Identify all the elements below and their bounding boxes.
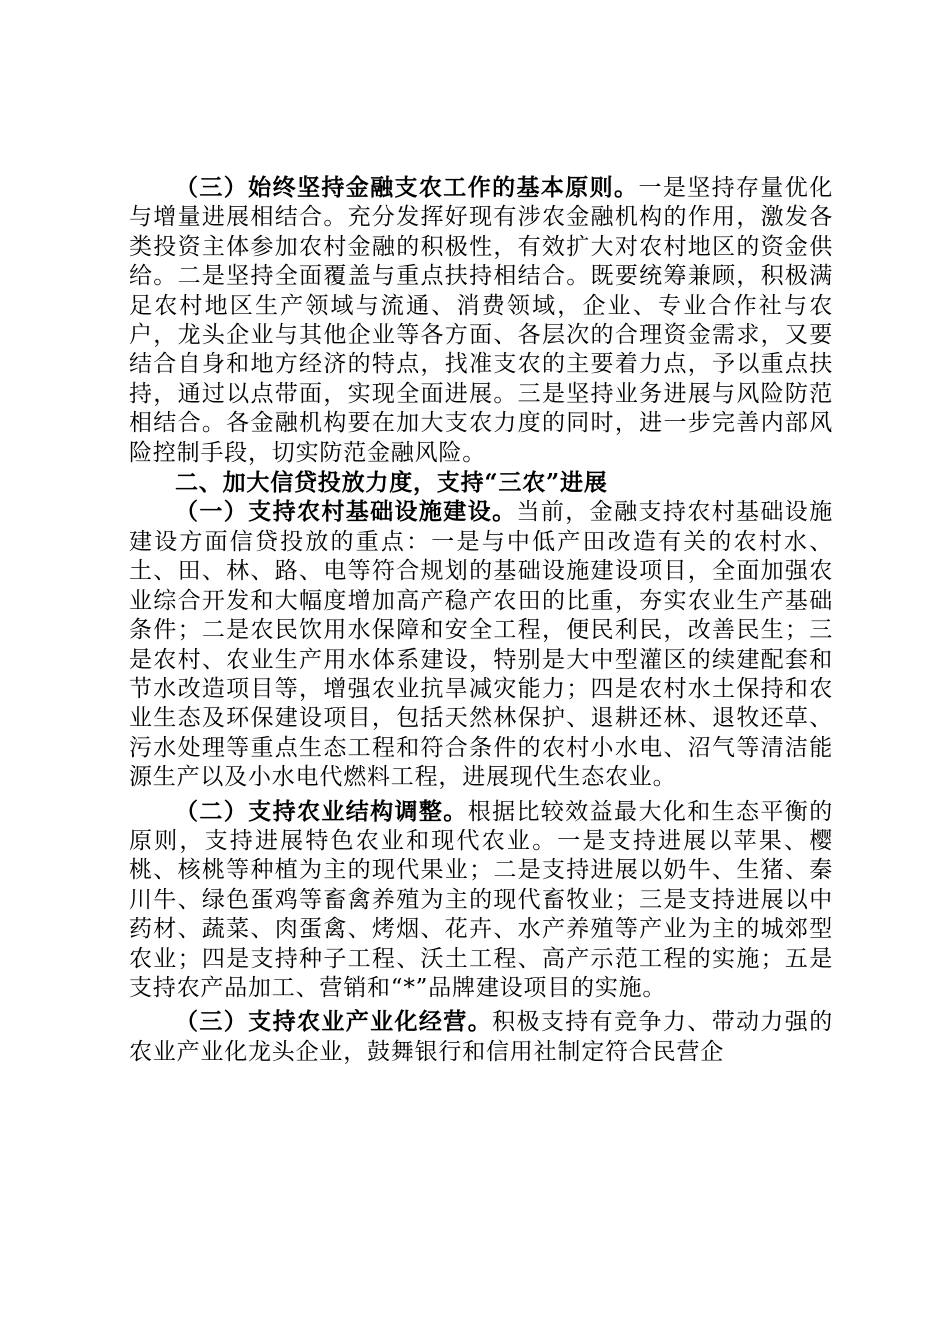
paragraph-body-basic-principles: 一是坚持存量优化与增量进展相结合。充分发挥好现有涉农金融机构的作用，激发各类投资主体参加农村金融的积极性，有效扩大对农村地区的资金供给。二是坚持全面覆盖与重点扶持相结合。既要统筹兼顾，积极满足农村地区生产领域与流通、消费领域，企业、专业合作社与农户，龙头企业与其他企业等各方面、各层次的合理资金需求，又要结合自身和地方经济的特点，找准支农的主要着力点，予以重点扶持，通过以点带面，实现全面进展。三是坚持业务进展与风险防范相结合。各金融机构要在加大支农力度的同时，进一步完善内部风险控制手段，切实防范金融风险。 [129, 175, 833, 466]
paragraph-lead-infrastructure: （一）支持农村基础设施建设。 [175, 498, 517, 526]
paragraph-body-structure-adjustment: 根据比较效益最大化和生态平衡的原则，支持进展特色农业和现代农业。一是支持进展以苹果、樱桃、核桃等种植为主的现代果业；二是支持进展以奶牛、生猪、秦川牛、绿色蛋鸡等畜禽养殖为主的现代畜牧业；三是支持进展以中药材、蔬菜、肉蛋禽、烤烟、花卉、水产养殖等产业为主的城郊型农业；四是支持种子工程、沃土工程、高产示范工程的实施；五是支持农产品加工、营销和“*”品牌建设项目的实施。 [129, 798, 833, 1001]
paragraph-body-industrialization: 积极支持有竞争力、带动力强的农业产业化龙头企业，鼓舞银行和信用社制定符合民营企 [129, 1009, 834, 1065]
section-heading-credit: 二、加大信贷投放力度，支持“三农”进展 [175, 469, 608, 497]
paragraph-lead-industrialization: （三）支持农业产业化经营。 [175, 1008, 493, 1036]
paragraph-infrastructure [129, 497, 833, 792]
paragraph-basic-principles [129, 173, 833, 468]
document-page [129, 173, 833, 1067]
paragraph-body-infrastructure: 当前，金融支持农村基础设施建设方面信贷投放的重点：一是与中低产田改造有关的农村水、土、田、林、路、电等符合规划的基础设施建设项目，全面加强农业综合开发和大幅度增加高产稳产农田的比重，夯实农业生产基础条件；二是农民饮用水保障和安全工程，便民利民，改善民生；三是农村、农业生产用水体系建设，特别是大中型灌区的续建配套和节水改造项目等，增强农业抗旱减灾能力；四是农村水土保持和农业生态及环保建设项目，包括天然林保护、退耕还林、退牧还草、污水处理等重点生态工程和符合条件的农村小水电、沼气等清洁能源生产以及小水电代燃料工程，进展现代生态农业。 [129, 499, 834, 791]
paragraph-structure-adjustment [129, 797, 833, 1004]
paragraph-lead-basic-principles: （三）始终坚持金融支农工作的基本原则。 [175, 174, 639, 201]
paragraph-lead-structure-adjustment: （二）支持农业结构调整。 [175, 797, 468, 825]
paragraph-industrialization [129, 1007, 833, 1067]
